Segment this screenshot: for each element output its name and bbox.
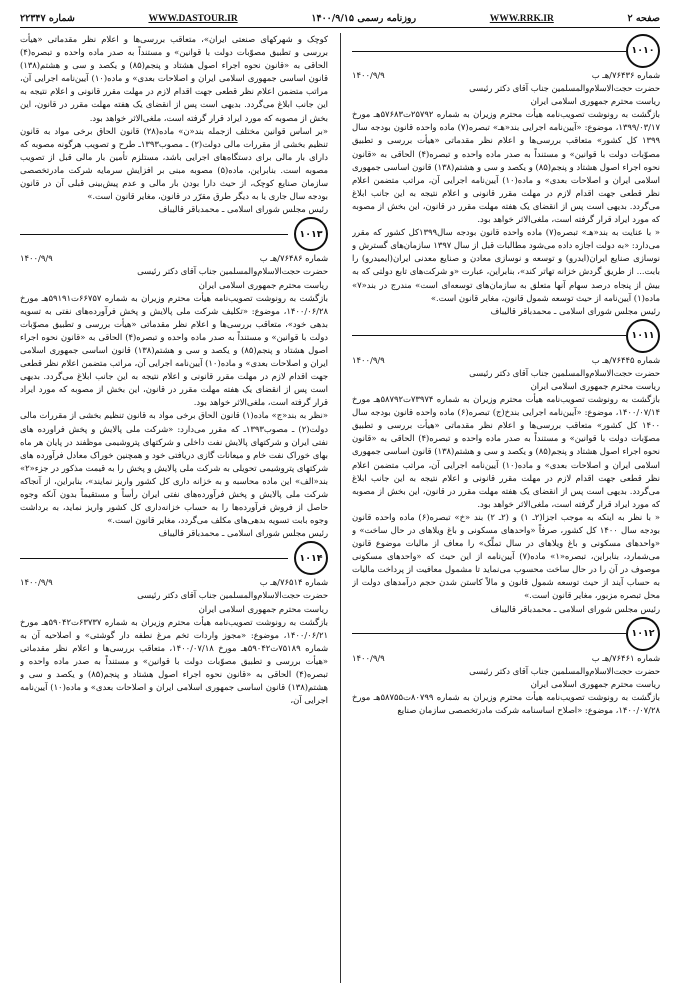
letter-number: شماره ۷۶۵۱۴/هـ ب bbox=[259, 577, 328, 588]
addressee: حضرت حجت‌الاسلام‌والمسلمین جناب آقای دکتر رئیسی bbox=[469, 665, 660, 676]
addressee-title: ریاست محترم جمهوری اسلامی ایران bbox=[198, 603, 328, 614]
page-number: صفحه ۲ bbox=[627, 13, 660, 24]
signature: رئیس مجلس شورای اسلامی ـ محمدباقر قالیباف bbox=[158, 204, 328, 215]
letter-body: بازگشت به رونوشت تصویب‌نامه هیأت محترم وزیران به شماره ۷۳۹۷۴ت۵۸۷۹۲هـ مورخ ۱۴۰۰/۰۷/۱۴، موضوع: «آیین‌نامه اجرایی بندخ(ج) تبصره(۶) ماده واحده قانون بودجه سال ۱۴۰۰ کل کشور» متعاقب بررسی‌ها و اعلام نظر مقدماتی «هیأت بررسی و تطبیق مصوّبات دولت با قوانین» و مستنداً به صدر ماده واحده و تبصره(۴) الحاقی به «قانون نحوه اجراء اصول هشتاد و پنجم(۸۵) و یکصد و سی و هشتم(۱۳۸) قانون اساسی جمهوری اسلامی ایران و اصلاحات بعدی» و ماده(۱۰) آیین‌نامه اجرایی آن، مراتب متضمن اعلام نظر قطعی جهت اقدام لازم در مهلت مقرر قانونی و اعلام نتیجه به این جانب ابلاغ می‌گردد. بدیهی است پس از انقضای یک هفته مهلت مقرر در قانون، این بخش از مصوبه که مورد ایراد قرار گرفته است، ملغی‌الاثر خواهد بود. bbox=[352, 394, 660, 509]
addressee: حضرت حجت‌الاسلام‌والمسلمین جناب آقای دکتر رئیسی bbox=[137, 590, 328, 601]
letter-body: بازگشت به رونوشت تصویب‌نامه هیأت محترم وزیران به شماره ۸۰۷۹۹ت۵۸۷۵۵هـ مورخ ۱۴۰۰/۰۷/۲۸، موضوع: «اصلاح اساسنامه شرکت مادرتخصصی سازمان صنایع bbox=[352, 691, 660, 716]
letter-meta bbox=[352, 69, 660, 82]
letter-body: بازگشت به رونوشت تصویب‌نامه هیأت محترم وزیران به شماره ۶۳۷۳۷ت۵۹۰۴۲هـ مورخ ۱۴۰۰/۰۶/۲۱، موضوع: «مجوز واردات تخم مرغ نطفه دار گوشتی» و اصلاحیه آن به شماره ۷۵۱۸۹ت۵۹۰۴۲هـ مورخ ۱۴۰۰/۰۷/۱۸، متعاقب بررسی‌ها و اعلام نظر مقدماتی «هیأت بررسی و تطبیق مصوّبات دولت با قوانین» و مستنداً به صدر ماده واحده و تبصره(۴) الحاقی به «قانون نحوه اجراء اصول هشتاد و پنجم(۸۵) و یکصد و سی و هشتم(۱۳۸) قانون اساسی جمهوری اسلامی ایران و اصلاحات بعدی» و ماده(۱۰) آیین‌نامه اجرایی آن، bbox=[20, 616, 328, 706]
addressee-title: ریاست محترم جمهوری اسلامی ایران bbox=[530, 380, 660, 391]
signature: رئیس مجلس شورای اسلامی ـ محمدباقر قالیباف bbox=[158, 528, 328, 539]
dastour-link[interactable]: WWW.DASTOUR.IR bbox=[148, 14, 238, 24]
letter-ruling: « با عنایت به بند«هـ» تبصره(۷) ماده واحده قانون بودجه سال۱۳۹۹کل کشور که مقرر می‌دارد: «به دولت اجازه داده می‌شود مطالبات قبل از سال ۱۳۹۷ سازمان‌های گسترش و نوسازی صنایع ایران(ایدرو) و توسعه و نوسازی معادن و صنایع معدنی ایران(ایمیدرو) را بابت... از طریق گردش خزانه تهاتر کند»، بنابراین، عبارت «و شرکت‌های تابع دولتی که به بیش از پنجاه درصد سهام آنها متعلق به سازمان‌های توسعه‌ای است» مندرج در بند«۷» ماده(۱) آیین‌نامه از حیث توسعه شمول قانون، مغایر قانون است.» bbox=[352, 227, 660, 303]
letter-number: شماره ۷۶۴۸۶/هـ ب bbox=[259, 253, 328, 264]
column-divider bbox=[340, 33, 341, 983]
section-separator bbox=[352, 318, 660, 354]
section-separator bbox=[352, 33, 660, 69]
letter-meta bbox=[352, 652, 660, 665]
issue-number: شماره ۲۲۳۴۷ bbox=[20, 13, 75, 24]
letter-ruling: «نظر به بند«ج» ماده(۱) قانون الحاق برخی مواد به قانون تنظیم بخشی از مقررات مالی دولت(۲) ـ مصوب۱۳۹۳ـ که مقرر می‌دارد: «شرکت ملی پالایش و پخش فراورده های نفتی ایران و شرکتهای پالایش نفت داخلی و شرکتهای پتروشیمی موظفند در پایان هر ماه بهای خوراک نفت خام و میعانات گازی دریافتی خود و همچنین خوراک معادل فرآورده های شرکتهای پتروشیمی تحویلی به شرکت ملی پالایش و پخش را به قیمت مذکور در جزء«۲» بند«الف» این ماده محاسبه و به خزانه داری کل کشور واریز نمایند»، بنابراین، از آنجاکه شرکت ملی پالایش و پخش فرآورده‌های نفتی ایران رأساً و مستقیماً بدون آنکه وجوه حاصل از فروش فرآورده‌ها را به حساب خزانه‌داری کل کشور واریز نماید، به برداشت وجوه بابت تسویه بدهی‌های مکلف می‌گردد، مغایر قانون است.» bbox=[20, 410, 328, 526]
section-separator bbox=[20, 540, 328, 576]
header-divider bbox=[20, 27, 660, 28]
letter-date: ۱۴۰۰/۹/۹ bbox=[20, 577, 53, 588]
addressee: حضرت حجت‌الاسلام‌والمسلمین جناب آقای دکتر رئیسی bbox=[469, 83, 660, 94]
rrk-link[interactable]: WWW.RRK.IR bbox=[489, 14, 554, 24]
letter-body: بازگشت به رونوشت تصویب‌نامه هیأت محترم وزیران به شماره ۶۶۷۵۷ت۵۹۱۹۱هـ مورخ ۱۴۰۰/۰۶/۲۸، موضوع: «تکلیف شرکت ملی پالایش و پخش فرآورده‌های نفتی به تسویه بدهی خود»، متعاقب بررسی‌ها و اعلام نظر مقدماتی «هیأت بررسی و تطبیق مصوّبات دولت با قوانین» و مستنداً به صدر ماده واحده و تبصره(۴) الحاقی به «قانون نحوه اجراء اصول هشتاد و پنجم(۸۵) و یکصد و سی و هشتم(۱۳۸) قانون اساسی جمهوری اسلامی ایران و اصلاحات بعدی» و ماده(۱۰) آیین‌نامه اجرایی آن، مراتب متضمن اعلام نظر قطعی جهت اقدام لازم در مهلت مقرر قانونی و اعلام نتیجه به این جانب ابلاغ می‌گردد. بدیهی است پس از انقضای یک هفته مهلت مقرر در قانون، این بخش از مصوبه که مورد ایراد قرار گرفته است، ملغی‌الاثر خواهد بود. bbox=[20, 292, 328, 408]
addressee-title: ریاست محترم جمهوری اسلامی ایران bbox=[530, 678, 660, 689]
right-column bbox=[352, 33, 660, 983]
letter-meta bbox=[20, 576, 328, 589]
letter-ruling: «بر اساس قوانین مختلف ازجمله بند«ن» ماده(۲۸) قانون الحاق برخی مواد به قانون تنظیم بخشی از مقررات مالی دولت(۲) ـ مصوب۱۳۹۳ـ طرح و تصویب هرگونه مصوبه که دارای بار مالی برای دستگاه‌های اجرایی باشد، مستلزم تأمین بار مالی قبل از تصویب مصوبه است. بنابراین، ماده(۵) مصوبه مبنی بر افزایش سرمایه شرکت مادرتخصصی سازمان صنایع کوچک، از حیث دارا بودن بار مالی و عدم پیش‌بینی قبلی آن در قانون بودجه سال جاری یا به دیگر طرق مقرّر در قانون، مغایر قانون است.» bbox=[20, 125, 328, 202]
letter-body: کوچک و شهرکهای صنعتی ایران»، متعاقب بررسی‌ها و اعلام نظر مقدماتی «هیأت بررسی و تطبیق مصوّبات دولت با قوانین» و مستنداً به صدر ماده واحده و تبصره(۴) الحاقی به «قانون نحوه اجراء اصول هشتاد و پنجم(۸۵) و یکصد و سی و هشتم(۱۳۸) قانون اساسی جمهوری اسلامی ایران و اصلاحات بعدی» و ماده(۱۰) آیین‌نامه اجرایی آن، مراتب متضمن اعلام نظر قطعی جهت اقدام لازم در مهلت مقرر قانونی و اعلام نتیجه به این جانب ابلاغ می‌گردد. بدیهی است پس از انقضای یک هفته مهلت مقرر در قانون، این بخش از مصوبه که مورد ایراد قرار گرفته است، ملغی‌الاثر خواهد بود. bbox=[20, 34, 328, 123]
newspaper-date: روزنامه رسمی ۱۴۰۰/۹/۱۵ bbox=[311, 13, 417, 24]
addressee-title: ریاست محترم جمهوری اسلامی ایران bbox=[198, 279, 328, 290]
addressee: حضرت حجت‌الاسلام‌والمسلمین جناب آقای دکتر رئیسی bbox=[469, 367, 660, 378]
letter-meta bbox=[352, 354, 660, 367]
section-badge: ۱۰۱۰ bbox=[626, 34, 660, 68]
section-separator bbox=[352, 616, 660, 652]
addressee-title: ریاست محترم جمهوری اسلامی ایران bbox=[530, 96, 660, 107]
section-separator bbox=[20, 216, 328, 252]
letter-date: ۱۴۰۰/۹/۹ bbox=[352, 354, 385, 365]
section-badge: ۱۰۱۴ bbox=[294, 541, 328, 575]
addressee: حضرت حجت‌الاسلام‌والمسلمین جناب آقای دکتر رئیسی bbox=[137, 266, 328, 277]
letter-ruling: « با نظر به اینکه به موجب اجزا(۲ـ ۱) و (۲ـ ۲) بند «خ» تبصره(۶) ماده واحده قانون بودجه سال ۱۴۰۰ کل کشور، صرفاً «واحدهای مسکونی و باغ ویلاهای در حال ساخت» و «واحدهای مسکونی و باغ ویلاهای در سال تملّک» را معاف از مالیات موضوع قانون می‌شمارد، بنابراین، تبصره«۱» ماده(۷) آیین‌نامه از این حیث که «واحدهای مسکونی موصوف در آن را در حال ساخت محسوب می‌نماید تا مشمول معافیت از پرداخت مالیات به حساب آیند از حیث توسعه شمول قانون و مالاً کاستن شدن حجم درآمدهای دولت از محل تبصره مزبور، مغایر قانون است.» bbox=[352, 511, 660, 601]
section-badge: ۱۰۱۳ bbox=[294, 217, 328, 251]
page-header bbox=[20, 8, 660, 24]
section-badge: ۱۰۱۲ bbox=[626, 617, 660, 651]
letter-date: ۱۴۰۰/۹/۹ bbox=[352, 652, 385, 663]
letter-number: شماره ۷۶۴۳۶/هـ ب bbox=[591, 70, 660, 80]
left-column bbox=[20, 33, 328, 983]
letter-number: شماره ۷۶۴۶۱/هـ ب bbox=[591, 652, 660, 663]
letter-date: ۱۴۰۰/۹/۹ bbox=[20, 253, 53, 264]
signature: رئیس مجلس شورای اسلامی ـ محمدباقر قالیباف bbox=[490, 305, 660, 316]
section-badge: ۱۰۱۱ bbox=[626, 319, 660, 353]
letter-meta bbox=[20, 252, 328, 265]
letter-number: شماره ۷۶۴۴۵/هـ ب bbox=[591, 354, 660, 365]
letter-body: بازگشت به رونوشت تصویب‌نامه هیأت محترم وزیران به شماره ۲۵۷۹۲ت۵۷۶۸۳هـ مورخ ۱۳۹۹/۰۳/۱۷، موضوع: «آیین‌نامه اجرایی بند«هـ» تبصره(۷) ماده واحده قانون بودجه سال ۱۳۹۹ کل کشور» متعاقب بررسی‌ها و اعلام نظر مقدماتی «هیأت بررسی و تطبیق مصوّبات دولت با قوانین» و مستنداً به صدر ماده واحده و تبصره(۴) الحاقی به «قانون نحوه اجراء اصول هشتاد و پنجم(۸۵) و یکصد و سی و هشتم(۱۳۸) قانون اساسی جمهوری اسلامی ایران و اصلاحات بعدی» و ماده(۱۰) آیین‌نامه اجرایی آن، مراتب متضمن اعلام نظر قطعی جهت اقدام لازم در مهلت مقرر قانونی و اعلام نتیجه به این جانب ابلاغ می‌گردد. بدیهی است پس از انقضای یک هفته مهلت مقرر در قانون، این بخش از مصوبه که مورد ایراد قرار گرفته است، ملغی‌الاثر خواهد بود. bbox=[352, 109, 660, 225]
letter-date: ۱۴۰۰/۹/۹ bbox=[352, 70, 385, 80]
signature: رئیس مجلس شورای اسلامی ـ محمدباقر قالیباف bbox=[490, 603, 660, 614]
